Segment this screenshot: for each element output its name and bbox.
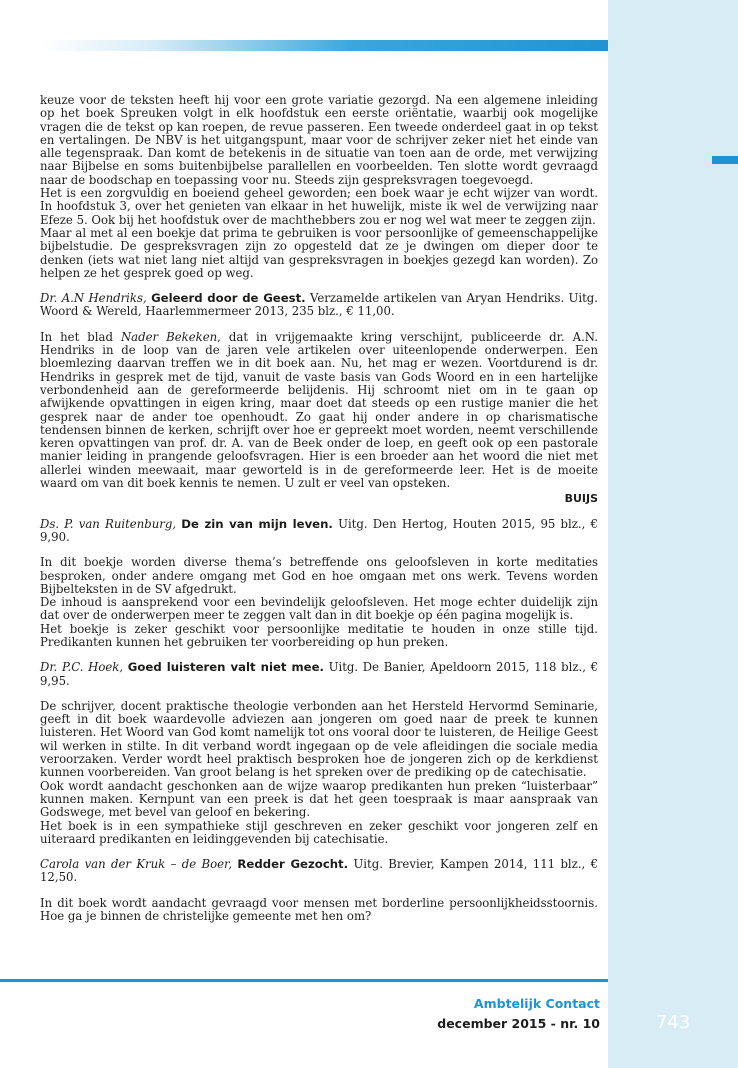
review-book-details: Uitg. Brevier, Kampen 2014, 111 blz., € 12,50. — [40, 857, 599, 885]
review-text: , dat in vrijgemaakte kring verschijnt, publiceerde dr. A.N. Hendriks in de loop van de jaren vele artikelen over uiteenlopende onderwerpen. Een bloemlezing daarvan treffen we in dit boek aan. Nu, het mag er wezen. Voortdurend is dr. Hendriks in gesprek met de tijd, vanuit de vaste basis van Gods Woord en in een hartelijke verbondenheid aan de gereformeerde belijdenis. Hij schroomt niet om in te gaan op afwijkende opvattingen in eigen kring, maar doet dat steeds op een rustige manier die het gesprek naar de ander toe openhoudt. Zo gaat hij onder andere in op charismatische tendensen binnen de kerken, schrijft over hoe er gepreekt moet worden, neemt verschillende keren opvattingen van prof. dr. A. van de Beek onder de loep, en geeft ook op een pastorale manier leiding in prangende geloofsvragen. Hier is een broeder aan het woord die niet met allerlei winden meewaait, maar geworteld is in de gereformeerde leer. Het is de moeite waard om van dit boek kennis te nemen. U zult er veel van opsteken. — [40, 329, 598, 491]
journal-title: Ambtelijk Contact — [473, 996, 600, 1011]
review-paragraph: Het boekje is zeker geschikt voor persoonlijke meditatie te houden in onze stille tijd. Predikanten kunnen het gebruiken ter voorbereiding op hun preken. — [40, 621, 598, 649]
review-book-details: Verzamelde artikelen van Aryan Hendriks. Uitg. Woord & Wereld, Haarlemmermeer 2013, 235 blz., € 11,00. — [40, 291, 598, 319]
review-heading — [40, 858, 598, 885]
review-author: Carola van der Kruk – de Boer, — [40, 857, 233, 872]
reviewer-signature: BUIJS — [564, 492, 598, 506]
review-author: Dr. P.C. Hoek, — [40, 660, 124, 675]
page-number: 743 — [655, 1012, 691, 1033]
review-paragraph: In dit boekje worden diverse thema’s betreffende ons geloofsleven in korte meditaties besproken, onder andere omgang met God en hoe omgaan met ons werk. Tevens worden Bijbelteksten in de SV afgedrukt. — [40, 555, 598, 596]
review-book-title: Goed luisteren valt niet mee. — [127, 660, 324, 675]
intro-paragraph: keuze voor de teksten heeft hij voor een grote variatie gezorgd. Na een algemene inleiding op het boek Spreuken volgt in elk hoofdstuk een eerste oriëntatie, waarbij ook mogelijke vragen die de tekst op kan roepen, de revue passeren. Een tweede onderdeel gaat in op tekst en vertalingen. De NBV is het uitgangspunt, maar voor de schrijver zeker niet het einde van alle tegenspraak. Dan komt de betekenis in de situatie van toen aan de orde, met verwijzing naar Bijbelse en soms buitenbijbelse parallellen en voorbeelden. Ten slotte wordt gevraagd naar de boodschap en toepassing voor nu. Steeds zijn gespreksvragen toegevoegd. — [40, 93, 598, 187]
review-book-details: Uitg. De Banier, Apeldoorn 2015, 118 blz., € 9,95. — [40, 660, 599, 688]
review-author: Dr. A.N Hendriks, — [40, 291, 147, 306]
review-paragraph: De inhoud is aansprekend voor een bevindelijk geloofsleven. Het moge echter duidelijk zijn dat over de onderwerpen meer te zeggen valt dan in dit boekje op één pagina mogelijk is. — [40, 595, 598, 623]
intro-paragraph: Maar al met al een boekje dat prima te gebruiken is voor persoonlijke of gemeenschappelijke bijbelstudie. De gespreksvragen zijn zo opgesteld dat ze je dwingen om dieper door te denken (iets wat niet lang niet altijd van gespreksvragen in boekjes gezegd kan worden). Zo helpen ze het gesprek goed op weg. — [40, 225, 598, 280]
review-heading — [40, 661, 598, 688]
review-paragraph: In dit boek wordt aandacht gevraagd voor mensen met borderline persoonlijkheidsstoornis. Hoe ga je binnen de christelijke gemeente met hen om? — [40, 895, 598, 924]
side-marker — [712, 156, 738, 164]
review-paragraph: Ook wordt aandacht geschonken aan de wijze waarop predikanten hun preken “luisterbaar” kunnen maken. Kernpunt van een preek is dat het geen toespraak is maar aanspraak van Godswege, met bevel van geloof en bekering. — [40, 778, 598, 820]
magazine-name: Nader Bekeken — [120, 329, 218, 344]
review-paragraph: De schrijver, docent praktische theologie verbonden aan het Hersteld Hervormd Seminarie, geeft in dit boek waardevolle adviezen aan jongeren om goed naar de preek te kunnen luisteren. Het Woord van God komt namelijk tot ons vooral door te luisteren, de Heilige Geest wil werken in stilte. In dit verband wordt ingegaan op de vele afleidingen die sociale media veroorzaken. Verder wordt heel praktisch besproken hoe de jongeren zich op de kerkdienst kunnen voorbereiden. Van groot belang is het spreken over de prediking op de catechisatie. — [40, 698, 598, 780]
article-body — [40, 94, 598, 923]
review-paragraph: Het boek is in een sympathieke stijl geschreven en zeker geschikt voor jongeren zelf en uiteraard predikanten en leidinggevenden bij catechisatie. — [40, 818, 598, 846]
review-paragraph — [40, 331, 598, 491]
review-book-title: De zin van mijn leven. — [181, 516, 333, 531]
review-book-title: Redder Gezocht. — [237, 857, 349, 872]
review-book-details: Uitg. Den Hertog, Houten 2015, 95 blz., € 9,90. — [40, 516, 598, 544]
review-heading — [40, 292, 598, 319]
intro-paragraph: Het is een zorgvuldig en boeiend geheel geworden; een boek waar je echt wijzer van wordt. In hoofdstuk 3, over het genieten van elkaar in het huwelijk, miste ik wel de verwijzing naar Efeze 5. Ook bij het hoofdstuk over de machthebbers zou er nog wel wat meer te zeggen zijn. — [40, 186, 598, 227]
footer-rule — [0, 979, 608, 982]
review-text: In het blad — [40, 329, 121, 344]
review-book-title: Geleerd door de Geest. — [151, 291, 306, 306]
review-heading — [40, 518, 598, 545]
issue-info: december 2015 - nr. 10 — [437, 1016, 600, 1031]
header-gradient-bar — [40, 40, 608, 51]
review-author: Ds. P. van Ruitenburg, — [40, 516, 177, 531]
